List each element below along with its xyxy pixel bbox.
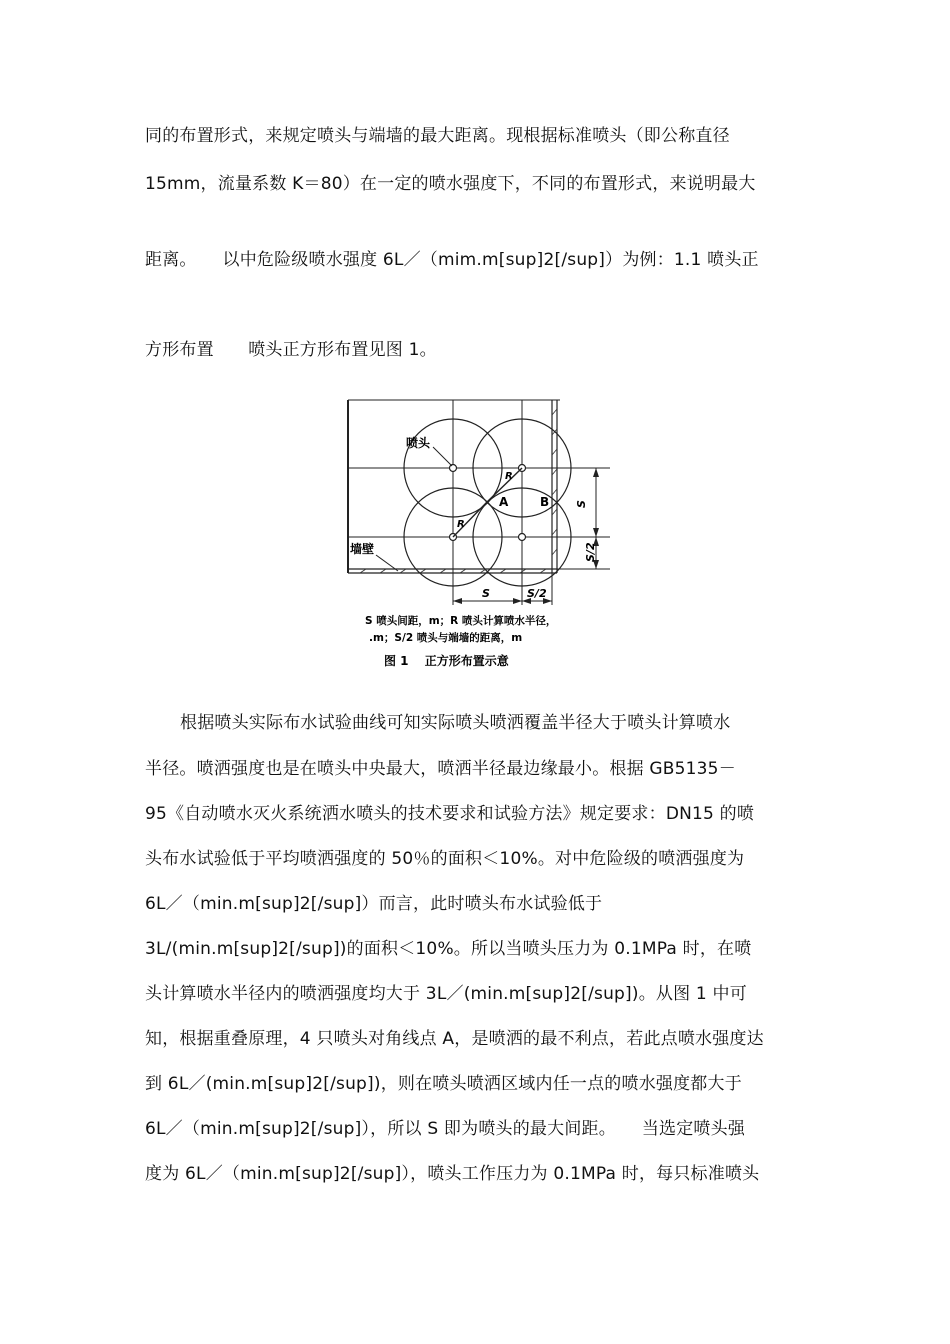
dim-half-s-horizontal: S/2 xyxy=(527,587,547,600)
text-line: 半径。喷洒强度也是在喷头中央最大，喷洒半径最边缘最小。根据 GB5135－ xyxy=(145,759,736,779)
arrow xyxy=(453,598,462,604)
point-a-label: A xyxy=(499,495,509,509)
square-layout-diagram xyxy=(340,395,620,675)
text-line: 度为 6L／（min.m[sup]2[/sup]），喷头工作压力为 0.1MPa 时，每只标准喷头 xyxy=(145,1164,760,1184)
radius-label-lower: R xyxy=(457,519,465,530)
dim-s-vertical: S xyxy=(575,500,588,508)
text-line: 头布水试验低于平均喷洒强度的 50％的面积＜10%。对中危险级的喷洒强度为 xyxy=(145,849,745,869)
legend-line-1: S 喷头间距，m；R 喷头计算喷水半径， xyxy=(365,615,557,627)
text-line: 头计算喷水半径内的喷洒强度均大于 3L／(min.m[sup]2[/sup])。从图 1 中可 xyxy=(145,984,747,1004)
sprinkler-leader xyxy=(433,447,452,466)
arrow xyxy=(593,528,599,537)
text-line: 到 6L／(min.m[sup]2[/sup])，则在喷头喷洒区域内任一点的喷水强度都大于 xyxy=(145,1074,742,1094)
sprinkler-layout-figure xyxy=(340,395,620,675)
text-line: 方形布置 喷头正方形布置见图 1。 xyxy=(145,340,437,360)
point-b-label: B xyxy=(540,495,550,509)
text-line: 同的布置形式，来规定喷头与端墙的最大距离。现根据标准喷头（即公称直径 xyxy=(145,126,730,146)
radius-label-upper: R xyxy=(505,471,513,482)
text-line: 根据喷头实际布水试验曲线可知实际喷头喷洒覆盖半径大于喷头计算喷水 xyxy=(180,713,731,733)
arrow xyxy=(593,468,599,477)
arrow xyxy=(513,598,522,604)
figure-caption: 图 1 正方形布置示意 xyxy=(384,654,509,668)
legend-line-2: .m；S/2 喷头与端墙的距离，m xyxy=(369,632,523,644)
text-line: 3L/(min.m[sup]2[/sup])的面积＜10%。所以当喷头压力为 0.1MPa 时，在喷 xyxy=(145,939,752,959)
text-line: 15mm，流量系数 K＝80）在一定的喷水强度下，不同的布置形式，来说明最大 xyxy=(145,174,756,194)
dim-half-s-vertical: S/2 xyxy=(584,542,597,562)
sprinkler-label: 喷头 xyxy=(406,436,431,450)
text-line: 距离。 以中危险级喷水强度 6L／（mim.m[sup]2[/sup]）为例：1.1 喷头正 xyxy=(145,250,759,270)
dim-s-horizontal: S xyxy=(482,587,490,600)
text-line: 知，根据重叠原理，4 只喷头对角线点 A，是喷洒的最不利点，若此点喷水强度达 xyxy=(145,1029,764,1049)
wall-label: 墙壁 xyxy=(350,542,375,556)
text-line: 95《自动喷水灭火系统洒水喷头的技术要求和试验方法》规定要求：DN15 的喷 xyxy=(145,804,755,824)
text-line: 6L／（min.m[sup]2[/sup]），所以 S 即为喷头的最大间距。 当选定喷头强 xyxy=(145,1119,746,1139)
text-line: 6L／（min.m[sup]2[/sup]）而言，此时喷头布水试验低于 xyxy=(145,894,603,914)
sprinkler-head xyxy=(519,534,526,541)
sprinkler-head xyxy=(450,465,457,472)
